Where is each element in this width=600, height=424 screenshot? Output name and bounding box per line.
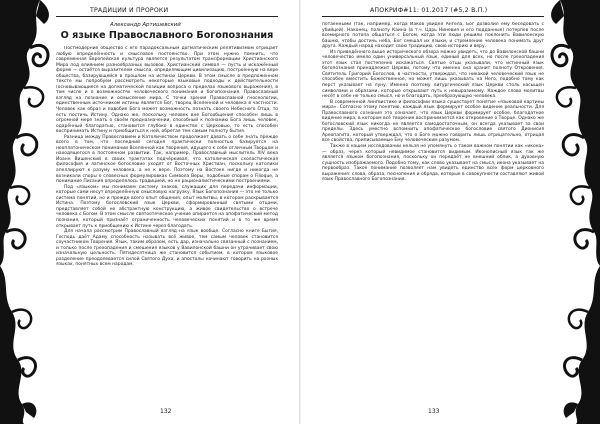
paragraph: Разница между Православием и Католичеством продолжает давать о себе знать прежде всего в том, что последний сегодня практически полностью базируется на неоплатоническом понимании Вселенной как творения, идущего к себе отличным Творцом и находящегося в постоянном развитии. Так, например, Православный мыслитель XIV века Иоанн Вишенский в своих трактатах подчёркивал, что католическая схоластическая философия и латинское богословие уходят от Восточных Христиан, поскольку католики апеллируют к разуму человека, а не к вере. Поэтому на Востоке нигде и никогда не возникали споры о словесных формулировках Символа Веры, подобные спорам о Filioque, а понимание Писания определялось традицией, но не рационалистическими построениями. — [56, 134, 278, 185]
page-number-left: 132 — [160, 408, 172, 415]
running-head-left: ТРАДИЦИИ И ПРОРОКИ — [90, 7, 169, 14]
paragraph: В современной лингвистике и философии языка существует понятие «языковой картины мира». Согласно этому понятию, каждый язык формирует особое видение реальности. Для Православного сознания это означает, что язык Церкви формирует особое, благодатное видение мира, в котором всё творение воспринимается как откровение о Творце. Однако же богословский язык никогда не является самодостаточным, он всегда указывает за свои пределы. Здесь уместно вспомнить апофатическое богословие святого Дионисия Ареопагита, который утверждал, что о Боге можно говорить лишь отрицательно, отрицая все свойства, приписываемые Ему человеческим разумом. — [322, 99, 544, 144]
right-text-column — [322, 22, 544, 402]
paragraph: Для начала рассмотрим Православный взгляд на язык вообще. Согласно книге Бытия, Господь даёт Адаму способность называть всё живое, тем самым человек становится соучастником Творения. Язык, таким образом, есть дар, изначально связанный с познанием, и только после грехопадения и смешения языков у Вавилонской башни он утрачивает свою изначальную цельность. Пятидесятница же становится событием, в котором языковое разделение преодолевается силой Святого Духа, и апостолы начинают говорить на разных языках, понятных всем народам. — [56, 229, 278, 268]
paragraph: Из приведённого выше исторического обзора можно увидеть, что до Вавилонской башни человечество имело один универсальный язык, единый для всех, но после грехопадения этот язык стал постепенно искажаться. Святые отцы указывали, что истинный язык богопознания принадлежит Церкви, потому что именно она хранит полноту Откровения. Святитель Григорий Богослов, в частности, утверждал, что никакой человеческий язык не способен вместить Божественное, но может лишь указывать на Него, подобно тому как перст указывает на луну. Именно поэтому литургический язык Церкви столь насыщен символами и образами, которые открывают путь к невыразимому. Каждое слово молитвы несёт в себе не только смысл, но и благодать, преобразующую человека. — [322, 49, 544, 100]
header-rule-right — [322, 16, 544, 17]
paragraph: Также в нашем исследовании нельзя не упомянуть о таком важном понятии как «икона» — образ, через который невидимое становится видимым. Иконописный язык так же является языком богопознания, поскольку он передаёт не внешний облик, а духовную сущность изображаемого. Подобно тому, как слово указывает на смысл, икона указывает на первообраз. Такое понимание позволяет нам увидеть единство всех форм церковного выражения: слова, образа, песнопения и обряда, которые в совокупности составляют живой язык Православного Богопознания. — [322, 144, 544, 183]
paragraph: Под «языком» мы понимаем систему знаков, служащих для передачи информации, которые сами несут определённую смысловую нагрузку. Язык Богопознания — это не только система понятий, но и прежде всего опыт общения, опыт молитвы, в котором раскрывается Истина. Поэтому богословский язык Церкви, сформированный святыми отцами, представляет собой не абстрактную конструкцию, а живое свидетельство о встрече человека с Богом. В этом смысле святоотеческое учение опирается на апофатический метод познания, который признаёт ограниченность человеческих понятий и в то же время открывает путь к приобщению к Истине через благодать. — [56, 184, 278, 229]
article-title: О языке Православного Богопознания — [60, 30, 274, 41]
running-head-right: АПОКРИФ#11: 01.2017 (#5,2 В.П.) — [370, 7, 488, 14]
paragraph: потаёнными (так, например, когда Иаков увидел Ангела, Бог дозволил ему беседовать с убийцей). Наконец, полноту Каина (в т.ч. Царь Ниневия и его подданные) потерпев после всемирного потопа общаться с Богом, когда эти люди решили поклонить Вавилонскую башню, чтобы достичь неба, Бог смешал их языки, и стремление человека понимать друг друга. Каждый народ находит свою традицию, свою историю и веру. — [322, 22, 544, 50]
page-number-right: 133 — [428, 408, 440, 415]
right-page — [300, 0, 600, 424]
paragraph: Постмодерние общество с его парадоксальным догматическим релятивизмом отрицает любую определённость и смысловое постоянство. При этом нужно помнить, что современная Европейская культура является результатом трансформации Христианского Мира под влиянием разнообразных вызовов. Христианский символ — пусть и искажённый форме — остаётся выразителем смысла, определяющим цивилизацию, построенную на вере общества, базирующейся в прошлом на истинах Церкви. В этом смысле в предложенном тексте мы попробуем рассмотреть некоторые языковые подходы к действительности (основывающиеся на догматической позиции вопроса о пределах языкового выражения), в том числе и о возможностях человеческого понимания и богопознания. Православный взгляд на познание и осмысление мира. С точки зрения Православной гносеологии, единственным источником истины является Бог, творец Вселенной и человека в частности. Человек как образ и подобие Бога может возможность познать своего Небесного Отца, то есть постичь Истину. Однако же, поскольку человек вне Богообщения способен лишь в огромной мере знать о своём предназначении, способный к познанию Бога лишь человек, одарённый благодатью, становится глубоко в единстве с Церковью, то есть способен воспринимать Истину и приобщиться к ней, обретая тем самым полноту бытия. — [56, 46, 278, 135]
header-rule-left — [56, 16, 278, 17]
left-text-column — [56, 46, 278, 402]
article-author: Александр Артишевский — [110, 22, 181, 28]
